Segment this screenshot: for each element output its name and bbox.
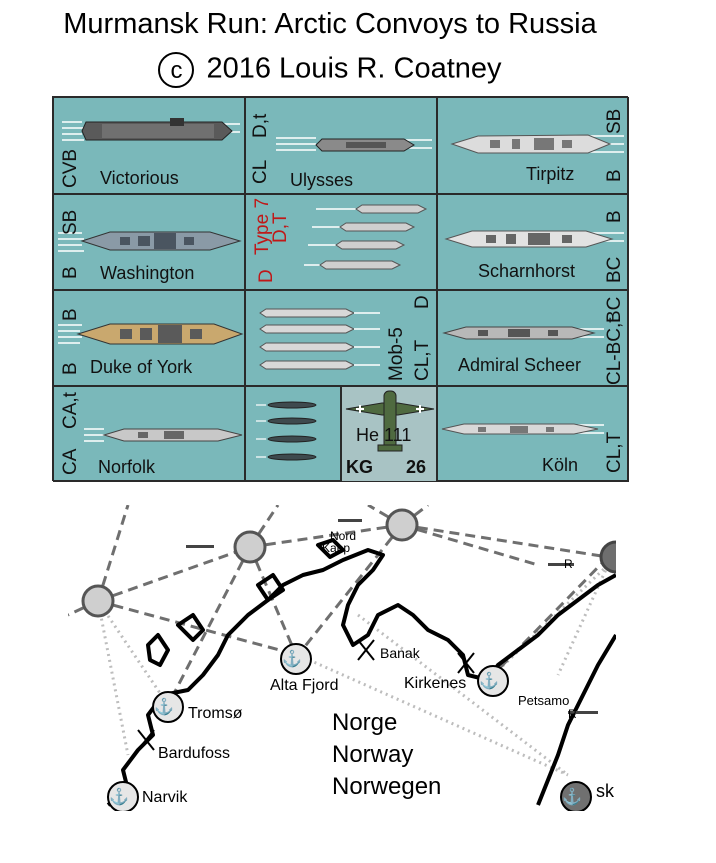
label-norge: Norge — [332, 709, 398, 736]
counter-mob5[interactable] — [245, 290, 437, 386]
label-alta: Alta Fjord — [270, 677, 339, 694]
label-nord: Nord — [330, 529, 357, 543]
counter-ulysses[interactable] — [245, 97, 437, 194]
counter-mob5-weapons: CL,T — [412, 339, 433, 381]
counter-scheer-class: BC — [604, 296, 625, 323]
submarine-icon — [246, 387, 341, 482]
counter-norfolk-class: CA — [60, 448, 81, 475]
counter-norfolk-weapons: CA,t — [60, 392, 81, 429]
counter-victorious-class: CVB — [60, 148, 81, 188]
counter-sheet — [52, 96, 628, 481]
label-r2: R — [568, 707, 577, 721]
label-petsamo: Petsamo — [518, 693, 570, 708]
counter-washington[interactable] — [53, 194, 245, 290]
counter-he111-name: He 111 — [356, 425, 412, 445]
label-r1: R — [564, 557, 573, 571]
copyright-text: 2016 Louis R. Coatney — [206, 52, 502, 85]
counter-duke-class: B — [60, 362, 81, 375]
label-norway: Norway — [332, 741, 414, 768]
label-narvik: Narvik — [142, 789, 188, 806]
alta-anchor-icon: ⚓ — [282, 651, 302, 668]
counter-scharnhorst[interactable] — [437, 194, 629, 290]
counter-koln[interactable] — [437, 386, 629, 482]
counter-tirpitz[interactable] — [437, 97, 629, 194]
counter-koln-name: Köln — [542, 455, 579, 475]
page-title — [0, 8, 660, 41]
counter-duke-ability: B — [60, 308, 81, 321]
label-kirkenes: Kirkenes — [404, 675, 467, 692]
counter-norfolk[interactable] — [53, 386, 245, 482]
copyright-line — [0, 52, 660, 88]
counter-scharnhorst-class: BC — [604, 256, 625, 283]
counter-type7-class: D — [256, 269, 277, 283]
label-murmansk-partial: sk — [596, 781, 614, 801]
counter-duke-of-york[interactable] — [53, 290, 245, 386]
title-text: Murmansk Run: Arctic Convoys to Russia — [63, 8, 597, 40]
counter-mob5-class: D — [412, 295, 433, 309]
counter-duke-name: Duke of York — [90, 357, 193, 377]
counter-tirpitz-ability: SB — [604, 108, 625, 134]
label-norwegen: Norwegen — [332, 773, 442, 800]
narvik-anchor-icon: ⚓ — [109, 789, 129, 806]
tromso-anchor-icon: ⚓ — [154, 699, 174, 716]
counter-type7[interactable] — [245, 194, 437, 290]
counter-he111[interactable] — [341, 386, 437, 482]
counter-washington-name: Washington — [100, 263, 195, 283]
counter-admiral-scheer[interactable] — [437, 290, 629, 386]
counter-he111-unit-number: 26 — [406, 457, 427, 477]
counter-type7-weapons: D,T — [270, 212, 291, 243]
kirkenes-anchor-icon: ⚓ — [479, 673, 499, 690]
counter-tirpitz-class: B — [604, 169, 625, 182]
counter-victorious[interactable] — [53, 97, 245, 194]
norway-map — [68, 505, 616, 811]
counter-he111-unit: KG — [346, 457, 373, 477]
counter-scheer-alt-class: CL-BC,t — [604, 317, 625, 385]
cruiser-icon — [438, 387, 629, 482]
counter-tirpitz-name: Tirpitz — [526, 164, 575, 184]
murmansk-anchor-icon: ⚓ — [562, 789, 582, 806]
counter-scharnhorst-ability: B — [604, 210, 625, 223]
destroyer-icon — [246, 291, 437, 386]
counter-ulysses-weapons: D,t — [250, 113, 271, 138]
counter-norfolk-name: Norfolk — [98, 457, 156, 477]
counter-koln-class: CL,T — [604, 431, 625, 473]
counter-scheer-name: Admiral Scheer — [458, 355, 582, 375]
label-tromso: Tromsø — [188, 705, 243, 722]
counter-ulysses-class: CL — [250, 159, 271, 184]
counter-scharnhorst-name: Scharnhorst — [478, 261, 576, 281]
counter-submarines[interactable] — [245, 386, 341, 482]
copyright-icon: c — [158, 52, 194, 88]
counter-washington-ability: SB — [60, 209, 81, 235]
counter-washington-class: B — [60, 266, 81, 279]
counter-victorious-name: Victorious — [100, 168, 179, 188]
counter-ulysses-name: Ulysses — [290, 170, 354, 190]
label-bardufoss: Bardufoss — [158, 745, 231, 762]
label-kapp: Kapp — [322, 541, 351, 555]
counter-type7-name: Type 7 — [252, 197, 273, 255]
counter-mob5-name: Mob-5 — [386, 327, 407, 381]
label-banak: Banak — [380, 645, 420, 661]
